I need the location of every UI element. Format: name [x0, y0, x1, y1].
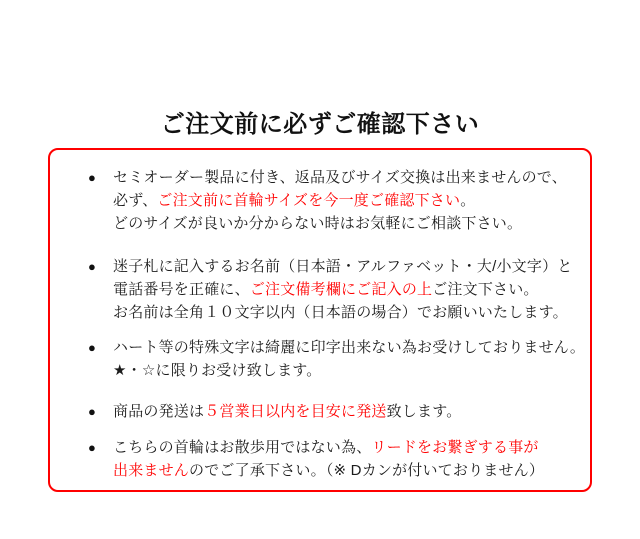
notice-line [113, 459, 576, 482]
body-text: 電話番号を正確に、 [113, 281, 250, 298]
notice-line [113, 255, 576, 278]
emphasis-text: リードをお繋ぎする事が [371, 439, 539, 456]
notice-item-text [113, 255, 576, 324]
emphasis-text: ご注文備考欄にご記入の上 [249, 281, 433, 298]
body-text: お名前は全角１０文字以内（日本語の場合）でお願いいたします。 [113, 304, 568, 321]
notice-line [113, 166, 576, 189]
bullet-icon: ● [88, 440, 96, 455]
bullet-icon: ● [88, 259, 96, 274]
body-text: ★・☆に限りお受け致します。 [113, 362, 322, 379]
body-text: のでご了承下さい。（※ Dカンが付いておりません） [189, 462, 545, 479]
notice-line [113, 189, 576, 212]
notice-item [88, 436, 576, 482]
notice-item [88, 255, 576, 324]
notice-line [113, 278, 576, 301]
emphasis-text: 出来ません [113, 462, 190, 479]
notice-list [88, 166, 586, 482]
body-text: 必ず、 [113, 192, 158, 209]
notice-line [113, 212, 576, 235]
notice-item-text [113, 336, 585, 382]
notice-line [113, 336, 585, 359]
emphasis-text: ご注文前に首輪サイズを今一度ご確認下さい [157, 192, 461, 209]
notice-box [48, 148, 592, 492]
notice-item-text [113, 166, 576, 235]
bullet-icon: ● [88, 340, 96, 355]
notice-item-text [113, 400, 576, 423]
notice-item [88, 400, 576, 423]
body-text: こちらの首輪はお散歩用ではない為、 [113, 439, 372, 456]
notice-line [113, 359, 585, 382]
body-text: どのサイズが良いか分からない時はお気軽にご相談下さい。 [113, 215, 523, 232]
notice-item [88, 336, 586, 382]
body-text: 致します。 [386, 403, 462, 420]
body-text: 商品の発送は [113, 403, 205, 420]
notice-line [113, 400, 576, 423]
notice-line [113, 436, 576, 459]
notice-line [113, 301, 576, 324]
emphasis-text: ５営業日以内を目安に発送 [204, 403, 387, 420]
notice-item [88, 166, 576, 235]
body-text: 。 [460, 192, 476, 209]
page-title: ご注文前に必ずご確認下さい [160, 111, 480, 138]
body-text: セミオーダー製品に付き、返品及びサイズ交換は出来ませんので、 [113, 169, 567, 186]
body-text: 迷子札に記入するお名前（日本語・アルファベット・大/小文字）と [113, 258, 573, 275]
body-text: ハート等の特殊文字は綺麗に印字出来ない為お受けしておりません。 [113, 339, 586, 356]
bullet-icon: ● [88, 170, 96, 185]
notice-item-text [113, 436, 576, 482]
body-text: ご注文下さい。 [432, 281, 539, 298]
bullet-icon: ● [88, 404, 96, 419]
